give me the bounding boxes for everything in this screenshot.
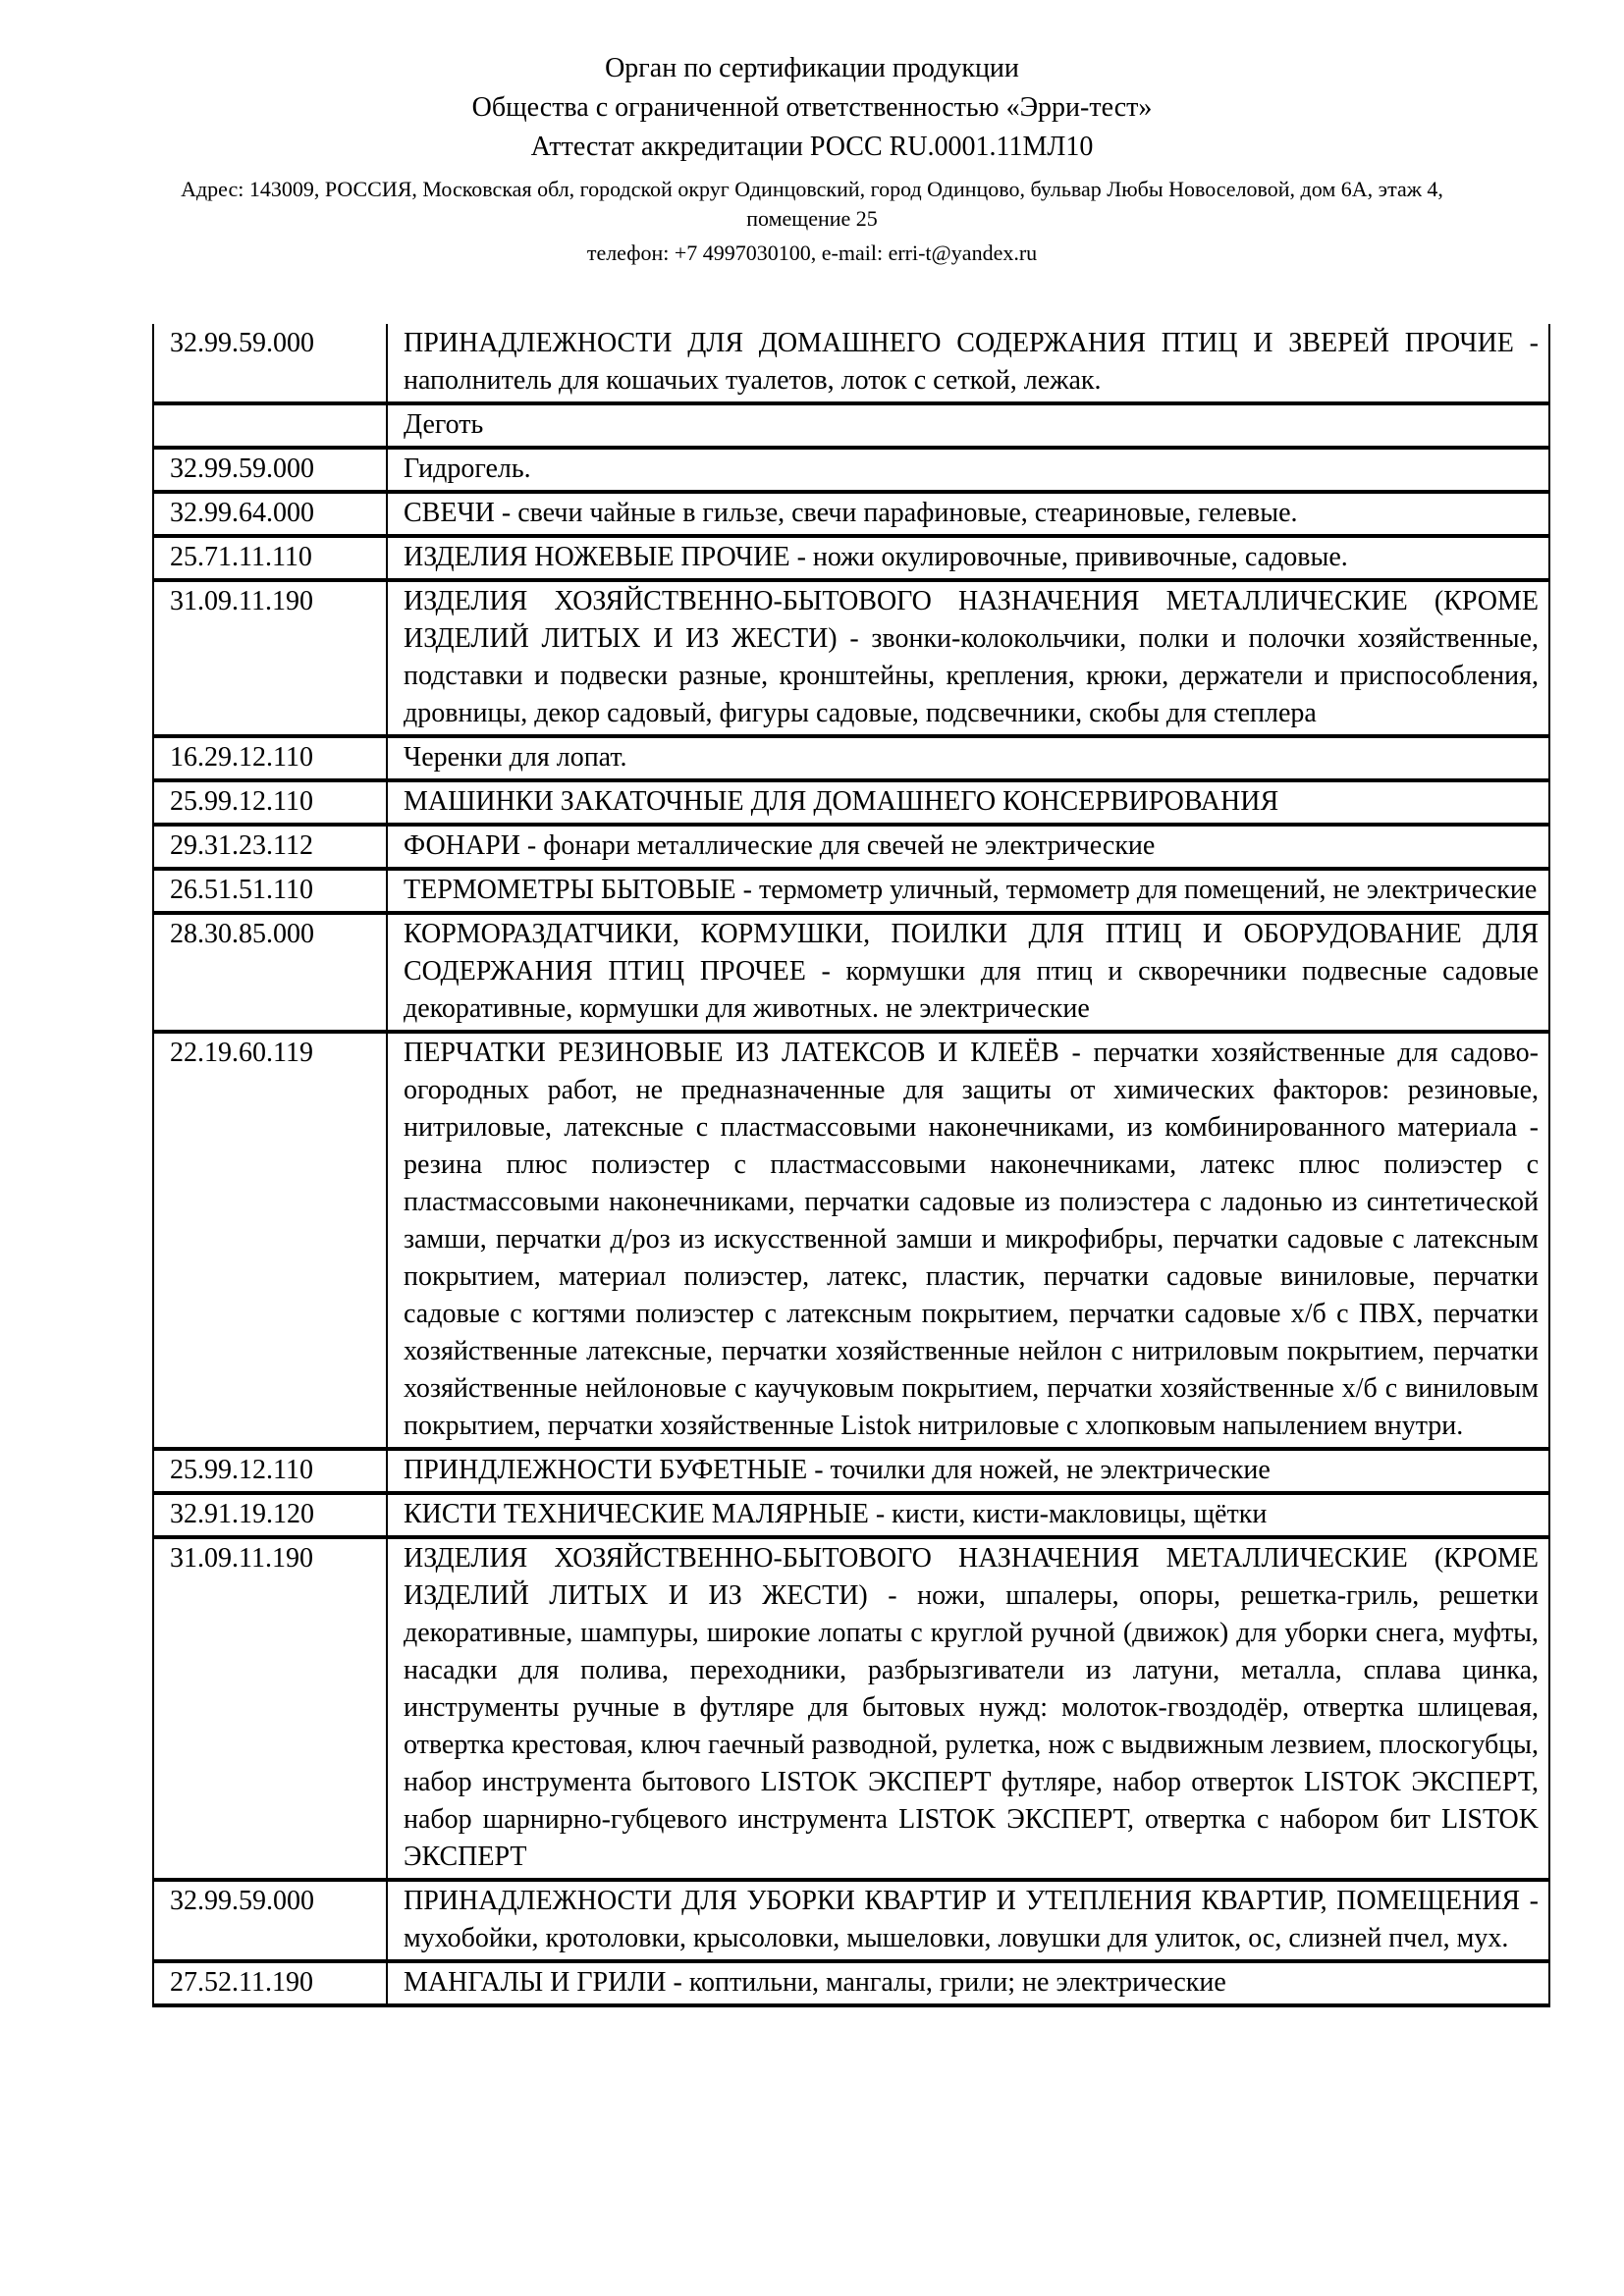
product-code-cell: 25.71.11.110: [153, 536, 387, 580]
product-description-cell: ПРИНАДЛЕЖНОСТИ ДЛЯ УБОРКИ КВАРТИР И УТЕПЛЕНИЯ КВАРТИР, ПОМЕЩЕНИЯ - мухобойки, кротоловки, крысоловки, мышеловки, ловушки для улиток, ос, слизней пчел, мух.: [387, 1880, 1549, 1961]
product-description-cell: Деготь: [387, 403, 1549, 448]
table-row: [153, 492, 1549, 536]
product-code-cell: 25.99.12.110: [153, 1449, 387, 1493]
product-code-cell: 27.52.11.190: [153, 1961, 387, 2005]
product-table: [152, 324, 1550, 2007]
table-row: [153, 580, 1549, 736]
product-description-cell: ИЗДЕЛИЯ ХОЗЯЙСТВЕННО-БЫТОВОГО НАЗНАЧЕНИЯ МЕТАЛЛИЧЕСКИЕ (КРОМЕ ИЗДЕЛИЙ ЛИТЫХ И ИЗ ЖЕСТИ) - звонки-колокольчики, полки и полочки хозяйственные, подставки и подвески разные, кронштейны, крепления, крюки, держатели и приспособления, дровницы, декор садовый, фигуры садовые, подсвечники, скобы для степлера: [387, 580, 1549, 736]
address-block: [0, 175, 1624, 234]
table-row: [153, 448, 1549, 492]
product-description-cell: Черенки для лопат.: [387, 736, 1549, 780]
product-code-cell: 28.30.85.000: [153, 913, 387, 1032]
table-row: [153, 1537, 1549, 1880]
accreditation-line: Аттестат аккредитации РОСС RU.0001.11МЛ10: [530, 132, 1094, 162]
table-row: [153, 1493, 1549, 1537]
product-code-cell: [153, 403, 387, 448]
address-line-2: помещение 25: [746, 206, 878, 231]
table-row: [153, 1032, 1549, 1449]
org-title-line-1: Орган по сертификации продукции: [605, 53, 1019, 83]
product-description-cell: КИСТИ ТЕХНИЧЕСКИЕ МАЛЯРНЫЕ - кисти, кисти-макловицы, щётки: [387, 1493, 1549, 1537]
product-description-cell: КОРМОРАЗДАТЧИКИ, КОРМУШКИ, ПОИЛКИ ДЛЯ ПТИЦ И ОБОРУДОВАНИЕ ДЛЯ СОДЕРЖАНИЯ ПТИЦ ПРОЧЕЕ - кормушки для птиц и скворечники подвесные садовые декоративные, кормушки для животных. не электрические: [387, 913, 1549, 1032]
product-description-cell: МАШИНКИ ЗАКАТОЧНЫЕ ДЛЯ ДОМАШНЕГО КОНСЕРВИРОВАНИЯ: [387, 780, 1549, 825]
product-description-cell: СВЕЧИ - свечи чайные в гильзе, свечи парафиновые, стеариновые, гелевые.: [387, 492, 1549, 536]
table-row: [153, 1449, 1549, 1493]
table-row: [153, 869, 1549, 913]
table-row: [153, 780, 1549, 825]
product-description-cell: МАНГАЛЫ И ГРИЛИ - коптильни, мангалы, грили; не электрические: [387, 1961, 1549, 2005]
address-line-1: Адрес: 143009, РОССИЯ, Московская обл, городской округ Одинцовский, город Одинцово, бульвар Любы Новоселовой, дом 6А, этаж 4,: [181, 177, 1443, 201]
product-code-cell: 31.09.11.190: [153, 580, 387, 736]
table-row: [153, 736, 1549, 780]
product-code-cell: 32.99.59.000: [153, 448, 387, 492]
product-code-cell: 31.09.11.190: [153, 1537, 387, 1880]
product-description-cell: ПРИНАДЛЕЖНОСТИ ДЛЯ ДОМАШНЕГО СОДЕРЖАНИЯ ПТИЦ И ЗВЕРЕЙ ПРОЧИЕ - наполнитель для кошачьих туалетов, лоток с сеткой, лежак.: [404, 328, 1539, 396]
table-row: [153, 1961, 1549, 2005]
product-code-cell: 22.19.60.119: [153, 1032, 387, 1449]
product-code-cell: 26.51.51.110: [153, 869, 387, 913]
table-row: [153, 536, 1549, 580]
table-row: [153, 403, 1549, 448]
product-description-cell: ФОНАРИ - фонари металлические для свечей не электрические: [387, 825, 1549, 869]
product-code-cell: 32.99.59.000: [153, 1880, 387, 1961]
org-title-line-2: Общества с ограниченной ответственностью «Эрри-тест»: [471, 92, 1153, 123]
product-code-cell: 32.99.64.000: [153, 492, 387, 536]
product-code-cell: 32.91.19.120: [153, 1493, 387, 1537]
table-row: [153, 324, 1549, 403]
contact-line: телефон: +7 4997030100, e-mail: erri-t@yandex.ru: [586, 240, 1038, 265]
product-code-cell: 32.99.59.000: [153, 324, 387, 403]
product-code-cell: 29.31.23.112: [153, 825, 387, 869]
document-header: [0, 0, 1624, 268]
product-description-cell: ТЕРМОМЕТРЫ БЫТОВЫЕ - термометр уличный, термометр для помещений, не электрические: [387, 869, 1549, 913]
table-row: [153, 1880, 1549, 1961]
product-description-cell: ПЕРЧАТКИ РЕЗИНОВЫЕ ИЗ ЛАТЕКСОВ И КЛЕЁВ - перчатки хозяйственные для садово-огородных работ, не предназначенные для защиты от химических факторов: резиновые, нитриловые, латексные с пластмассовыми наконечниками, из комбинированного материала - резина плюс полиэстер с пластмассовыми наконечниками, латекс плюс полиэстер с пластмассовыми наконечниками, перчатки садовые из полиэстера с ладонью из синтетической замши, перчатки д/роз из искусственной замши и микрофибры, перчатки садовые с латексным покрытием, материал полиэстер, латекс, пластик, перчатки садовые виниловые, перчатки садовые с когтями полиэстер с латексным покрытием, перчатки садовые х/б с ПВХ, перчатки хозяйственные латексные, перчатки хозяйственные нейлон с нитриловым покрытием, перчатки хозяйственные нейлоновые с каучуковым покрытием, перчатки хозяйственные х/б с виниловым покрытием, перчатки хозяйственные Listok нитриловые с хлопковым напылением внутри.: [387, 1032, 1549, 1449]
table-row: [153, 913, 1549, 1032]
product-description-cell: ИЗДЕЛИЯ НОЖЕВЫЕ ПРОЧИЕ - ножи окулировочные, прививочные, садовые.: [387, 536, 1549, 580]
product-description-cell: ИЗДЕЛИЯ ХОЗЯЙСТВЕННО-БЫТОВОГО НАЗНАЧЕНИЯ МЕТАЛЛИЧЕСКИЕ (КРОМЕ ИЗДЕЛИЙ ЛИТЫХ И ИЗ ЖЕСТИ) - ножи, шпалеры, опоры, решетка-гриль, решетки декоративные, шампуры, широкие лопаты с круглой ручной (движок) для уборки снега, муфты, насадки для полива, переходники, разбрызгиватели из латуни, металла, сплава цинка, инструменты ручные в футляре для бытовых нужд: молоток-гвоздодёр, отвертка шлицевая, отвертка крестовая, ключ гаечный разводной, рулетка, нож с выдвижным лезвием, плоскогубцы, набор инструмента бытового LISTOK ЭКСПЕРТ футляре, набор отверток LISTOK ЭКСПЕРТ, набор шарнирно-губцевого инструмента LISTOK ЭКСПЕРТ, отвертка с набором бит LISTOK ЭКСПЕРТ: [387, 1537, 1549, 1880]
product-code-cell: 16.29.12.110: [153, 736, 387, 780]
product-code-cell: 25.99.12.110: [153, 780, 387, 825]
product-description-cell: Гидрогель.: [387, 448, 1549, 492]
table-row: [153, 825, 1549, 869]
product-description-cell: ПРИНДЛЕЖНОСТИ БУФЕТНЫЕ - точилки для ножей, не электрические: [387, 1449, 1549, 1493]
